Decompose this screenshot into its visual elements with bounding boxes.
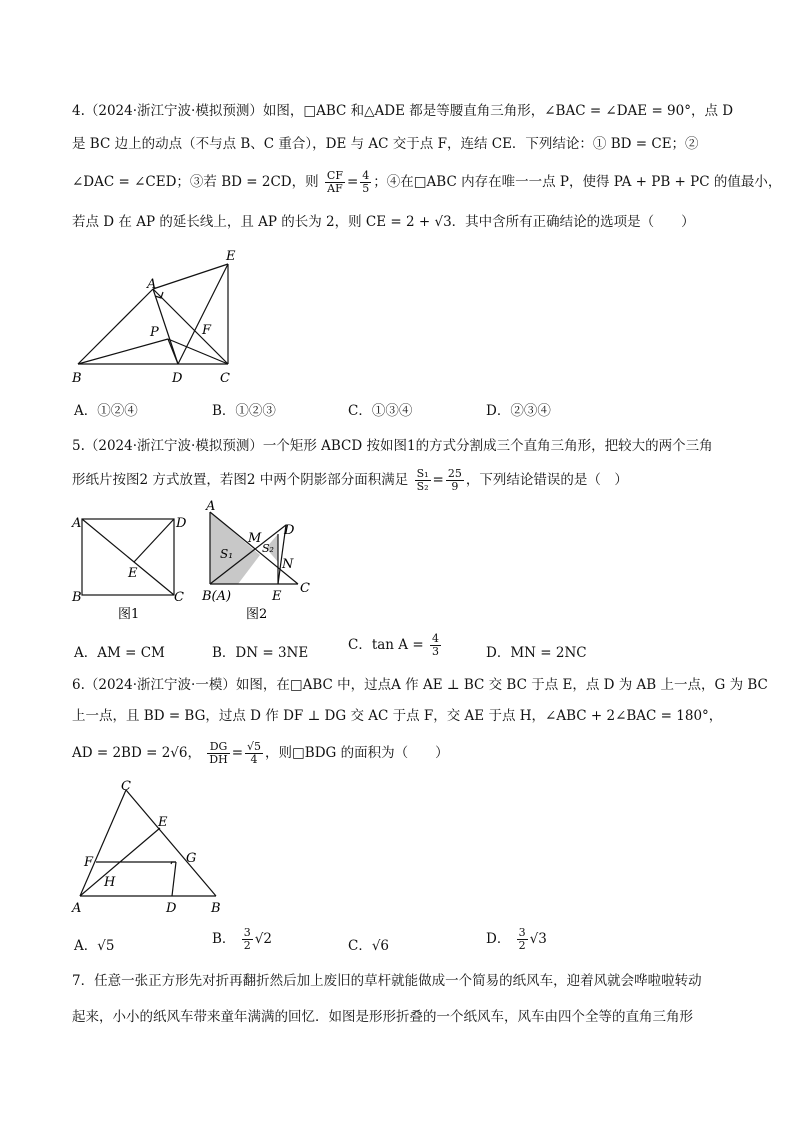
q4-fraction-4-5: $\frac{4}{5}$ [362, 169, 370, 195]
q6-label-f: F [84, 855, 94, 870]
q6-label-a: A [72, 901, 82, 916]
q7-line-1: 7．任意一张正方形先对折再翻折然后加上废旧的草杆就能做成一个简易的纸风车，迎着风就会哗啦啦转动 [72, 973, 702, 989]
q4-choice-d[interactable]: D．②③④ [486, 403, 551, 419]
q7-line-2: 起来，小小的纸风车带来童年满满的回忆．如图是形形折叠的一个纸风车，风车由四个全等的直角三角形 [72, 1009, 693, 1025]
q5-fig2-label-a: A [206, 500, 216, 514]
q4-label-e: E [226, 249, 236, 264]
q5-fig1-caption: 图1 [118, 607, 140, 622]
q4-label-b: B [72, 371, 82, 386]
q4-line-3: ∠DAC = ∠CED；③若 BD = 2CD，则 $\frac{CF}{AF}$ = $\frac{4}{5}$ ；④在□ABC 内存在唯一一点 P，使得 PA + PB + PC 的值最小， [72, 169, 782, 195]
q5-choice-d[interactable]: D．MN = 2NC [486, 645, 587, 661]
q6-fraction-choice-b: $\frac{3}{2}$ [243, 926, 251, 952]
q5-line-2: 形纸片按图2 方式放置，若图2 中两个阴影部分面积满足 $\frac{\text{S₁}}{\text{S₂}}$ = $\frac{25}{9}$ ，下列结论错误的是（ ） [72, 467, 628, 493]
q6-fraction-dg-dh: $\frac{DG}{DH}$ [209, 740, 228, 766]
q5-fig2-label-s2: S₂ [262, 542, 274, 555]
q5-fig1-label-b: B [72, 590, 82, 605]
q6-choice-a[interactable]: A．√5 [74, 938, 115, 954]
q6-fraction-root5-4: $\frac{√5}{4}$ [247, 740, 262, 766]
q5-fig1-label-a: A [72, 516, 82, 531]
q5-fig1-label-d: D [176, 516, 187, 531]
q4-choice-b[interactable]: B．①②③ [212, 403, 276, 419]
q4-fraction-cf-af: $\frac{CF}{AF}$ [326, 169, 343, 195]
q6-label-g: G [186, 851, 197, 866]
q5-fig2-caption: 图2 [246, 607, 268, 622]
q6-line-3: AD = 2BD = 2√6， $\frac{DG}{DH}$ = $\frac{√5}{4}$ ，则□BDG 的面积为（ ） [72, 740, 449, 766]
q4-label-p: P [150, 325, 159, 340]
q6-figure [68, 778, 238, 920]
q5-fig2-label-s1: S₁ [220, 547, 234, 561]
q6-choice-b[interactable]: B． $\frac{3}{2}$ √2 [212, 926, 272, 952]
q6-fraction-choice-d: $\frac{3}{2}$ [518, 926, 526, 952]
q5-fig2-label-n: N [282, 557, 294, 572]
q5-choice-b[interactable]: B．DN = 3NE [212, 645, 309, 661]
q6-label-c: C [121, 779, 131, 794]
q5-fig2-label-m: M [248, 531, 262, 546]
q4-line-1: 4.（2024·浙江宁波·模拟预测）如图，□ABC 和△ADE 都是等腰直角三角形，∠BAC = ∠DAE = 90°，点 D [72, 103, 734, 119]
q6-line-1: 6.（2024·浙江宁波·一模）如图，在□ABC 中，过点A 作 AE ⊥ BC 交 BC 于点 E，点 D 为 AB 上一点，G 为 BC [72, 677, 768, 693]
q5-fig1-label-c: C [174, 590, 184, 605]
q4-label-d: D [172, 371, 183, 386]
q6-label-d: D [166, 901, 177, 916]
q5-fig1-label-e: E [128, 566, 138, 581]
q5-fraction-s1-s2: $\frac{\text{S₁}}{\text{S₂}}$ [416, 467, 429, 493]
q5-fraction-25-9: $\frac{25}{9}$ [447, 467, 462, 493]
q6-label-e: E [158, 815, 168, 830]
q4-label-a: A [147, 277, 157, 292]
q4-line-3-text: ∠DAC = ∠CED；③若 BD = 2CD，则 [72, 174, 319, 190]
q5-fig2-label-c: C [300, 581, 310, 596]
q4-line-4: 若点 D 在 AP 的延长线上，且 AP 的长为 2，则 CE = 2 + √3．其中含所有正确结论的选项是（ ） [72, 214, 695, 230]
q6-label-b: B [211, 901, 221, 916]
q5-figure-1 [70, 505, 195, 629]
q4-line-2: 是 BC 边上的动点（不与点 B、C 重合），DE 与 AC 交于点 F，连结 CE．下列结论：① BD = CE；② [72, 136, 699, 152]
q5-figure-2 [198, 500, 328, 629]
q5-fig2-label-d: D [284, 523, 295, 538]
q4-line-3-tail: ；④在□ABC 内存在唯一一点 P，使得 PA + PB + PC 的值最小， [373, 174, 782, 190]
q6-choice-d[interactable]: D． $\frac{3}{2}$ √3 [486, 926, 547, 952]
q5-choice-a[interactable]: A．AM = CM [74, 645, 165, 661]
q5-fig2-label-e: E [272, 589, 282, 604]
q4-choice-a[interactable]: A．①②④ [74, 403, 138, 419]
q6-line-2: 上一点，且 BD = BG，过点 D 作 DF ⊥ DG 交 AC 于点 F，交 AE 于点 H，∠ABC + 2∠BAC = 180°， [72, 708, 723, 724]
q5-choice-c[interactable]: C．tan A = $\frac{4}{3}$ [348, 632, 439, 658]
q5-line-1: 5.（2024·浙江宁波·模拟预测）一个矩形 ABCD 按如图1的方式分割成三个直角三角形，把较大的两个三角 [72, 438, 713, 454]
q4-label-f: F [202, 323, 212, 338]
q6-label-h: H [104, 875, 116, 890]
q5-fraction-4-3: $\frac{4}{3}$ [431, 632, 439, 658]
q5-fig2-label-b-a: B(A) [202, 589, 232, 604]
q4-label-c: C [220, 371, 230, 386]
q6-choice-c[interactable]: C．√6 [348, 938, 390, 954]
q4-figure [68, 244, 248, 393]
q4-choice-c[interactable]: C．①③④ [348, 403, 413, 419]
